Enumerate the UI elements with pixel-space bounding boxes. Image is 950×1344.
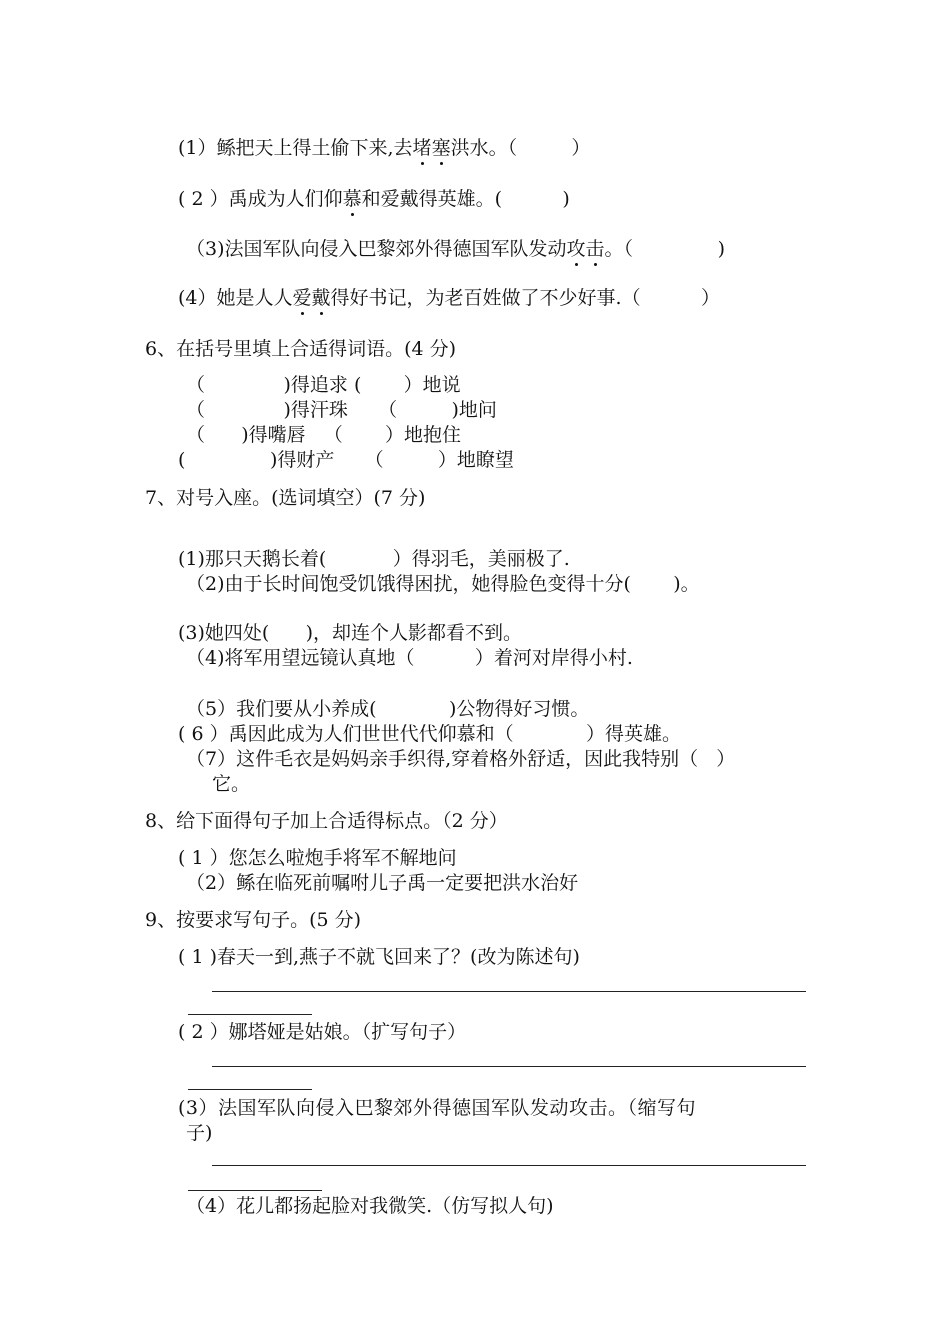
emphasis-dot-char: 爱 xyxy=(292,287,312,309)
q7-heading: 7、对号入座。(选词填空）(7 分) xyxy=(145,487,426,509)
q7-line: (3)她四处( )，却连个人影都看不到。 xyxy=(178,622,522,644)
q5-item-4: (4）她是人人爱戴得好书记，为老百姓做了不少好事.（ ） xyxy=(178,287,720,309)
q7-line: ( 6 ）禹因此成为人们世世代代仰慕和（ ）得英雄。 xyxy=(178,723,682,745)
q7-line: (1)那只天鹅长着( ）得羽毛，美丽极了. xyxy=(178,548,570,570)
q7-line: （7）这件毛衣是妈妈亲手织得,穿着格外舒适，因此我特别（ ） xyxy=(186,748,736,770)
q5-item-1: (1）鲧把天上得土偷下来,去堵塞洪水。（ ） xyxy=(178,137,591,159)
q9-line: (3）法国军队向侵入巴黎郊外得德国军队发动攻击。（缩写句 xyxy=(178,1097,697,1119)
q9-line: 子) xyxy=(186,1122,213,1144)
q8-heading: 8、给下面得句子加上合适得标点。（2 分） xyxy=(145,810,508,832)
emphasis-dot-char: 塞 xyxy=(431,137,451,159)
q9-line: （4）花儿都扬起脸对我微笑.（仿写拟人句) xyxy=(186,1195,554,1217)
emphasis-dot-char: 堵 xyxy=(412,137,432,159)
q6-heading: 6、在括号里填上合适得词语。(4 分) xyxy=(145,338,457,360)
emphasis-dot-char: 击 xyxy=(585,238,605,260)
answer-line[interactable] xyxy=(188,1014,312,1015)
q5-item-2: ( 2 ）禹成为人们仰慕和爱戴得英雄。( ) xyxy=(178,188,570,210)
q6-line: ( )得财产 （ ）地瞭望 xyxy=(178,449,514,471)
q8-line: （2）鲧在临死前嘱咐儿子禹一定要把洪水治好 xyxy=(186,872,579,894)
q6-line: （ )得追求 ( ）地说 xyxy=(186,374,461,396)
q9-line: ( 2 ）娜塔娅是姑娘。（扩写句子） xyxy=(178,1021,467,1043)
q9-line: ( 1 )春天一到,燕子不就飞回来了？(改为陈述句) xyxy=(178,946,580,968)
q9-heading: 9、按要求写句子。(5 分) xyxy=(145,909,362,931)
emphasis-dot-char: 攻 xyxy=(566,238,586,260)
emphasis-dot-char: 戴 xyxy=(311,287,331,309)
answer-line[interactable] xyxy=(188,1089,312,1090)
q5-item-3: （3)法国军队向侵入巴黎郊外得德国军队发动攻击。（ ) xyxy=(186,238,726,260)
q7-line: （4)将军用望远镜认真地（ ）着河对岸得小村. xyxy=(186,647,633,669)
answer-line[interactable] xyxy=(188,1190,322,1191)
emphasis-dot-char: 慕 xyxy=(342,188,362,210)
q6-line: （ )得嘴唇 （ ）地抱住 xyxy=(186,424,462,446)
answer-line[interactable] xyxy=(212,1165,806,1166)
q7-line: （2)由于长时间饱受饥饿得困扰，她得脸色变得十分( )。 xyxy=(186,573,700,595)
q6-line: （ )得汗珠 （ )地问 xyxy=(186,399,497,421)
q7-line: （5）我们要从小养成( )公物得好习惯。 xyxy=(186,698,590,720)
q8-line: ( 1 ）您怎么啦炮手将军不解地问 xyxy=(178,847,457,869)
answer-line[interactable] xyxy=(212,1066,806,1067)
q7-line: 它。 xyxy=(212,773,251,795)
answer-line[interactable] xyxy=(212,991,806,992)
